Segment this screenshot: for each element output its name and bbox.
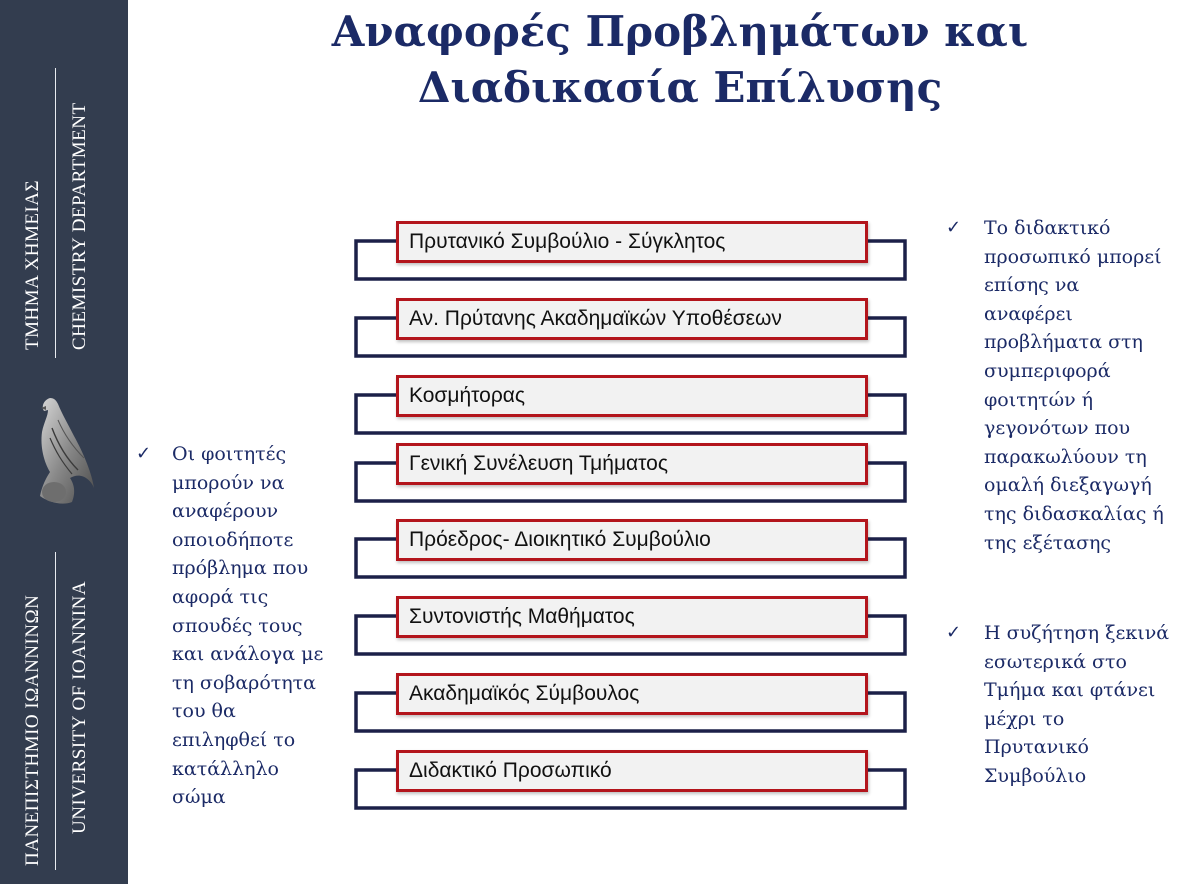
note-line: κατάλληλο [172,757,279,780]
note-line: Το διδακτικό [984,217,1111,239]
note-line: Οι φοιτητές [172,443,287,465]
checkmark-icon: ✓ [136,443,152,464]
note-line: πρόβλημα που [172,557,309,580]
level-box-department-assembly: Γενική Συνέλευση Τμήματος [396,443,868,485]
university-english: UNIVERSITY OF IOANNINA [69,580,90,834]
note-line: ομαλή διεξαγωγή [984,474,1152,497]
level-box-dean: Κοσμήτορας [396,375,868,417]
note-line: Συμβούλιο [984,764,1087,787]
level-box-teaching-staff: Διδακτικό Προσωπικό [396,750,868,792]
checkmark-icon: ✓ [946,217,962,238]
note-line: φοιτητών ή [984,388,1094,411]
level-box-rectors-council: Πρυτανικό Συμβούλιο - Σύγκλητος [396,221,868,263]
note-teaching-staff [984,214,1164,557]
note-line: του θα [172,700,236,723]
note-line: Η συζήτηση ξεκινά [984,622,1170,644]
note-line: αναφέρει [984,302,1073,325]
note-line: γεγονότων που [984,417,1131,440]
note-line: εσωτερικά στο [984,650,1127,673]
note-line: σώμα [172,786,226,809]
note-line: αφορά τις [172,585,269,608]
note-line: προσωπικό μπορεί [984,245,1162,268]
note-line: επιληφθεί το [172,728,296,751]
note-line: προβλήματα στη [984,331,1143,354]
note-line: επίσης να [984,274,1080,297]
note-line: παρακωλύουν τη [984,445,1147,468]
note-line: Πρυτανικό [984,736,1089,759]
note-line: και ανάλογα με [172,643,324,666]
note-line: μπορούν να [172,471,285,494]
note-students [172,440,323,812]
university-greek: ΠΑΝΕΠΙΣΤΗΜΙΟ ΙΩΑΝΝΙΝΩΝ [22,594,43,866]
title-line-1: Αναφορές Προβλημάτων και [331,7,1029,56]
note-line: της εξέτασης [984,531,1112,554]
note-line: οποιοδήποτε [172,528,294,551]
department-english: CHEMISTRY DEPARTMENT [69,102,90,350]
note-line: σπουδές τους [172,614,303,637]
note-line: αναφέρουν [172,500,279,523]
checkmark-icon: ✓ [946,622,962,643]
note-line: της διδασκαλίας ή [984,502,1164,525]
note-discussion-flow [984,619,1169,791]
level-box-course-coordinator: Συντονιστής Μαθήματος [396,596,868,638]
level-box-department-head: Πρόεδρος- Διοικητικό Συμβούλιο [396,519,868,561]
note-line: τη σοβαρότητα [172,671,317,694]
level-box-vice-rector: Αν. Πρύτανης Ακαδημαϊκών Υποθέσεων [396,298,868,340]
level-box-academic-advisor: Ακαδημαϊκός Σύμβουλος [396,673,868,715]
note-line: μέχρι το [984,707,1065,730]
note-line: Τμήμα και φτάνει [984,679,1156,702]
title-line-2: Διαδικασία Επίλυσης [417,63,943,112]
note-line: συμπεριφορά [984,359,1111,382]
department-greek: ΤΜΗΜΑ ΧΗΜΕΙΑΣ [22,179,43,350]
